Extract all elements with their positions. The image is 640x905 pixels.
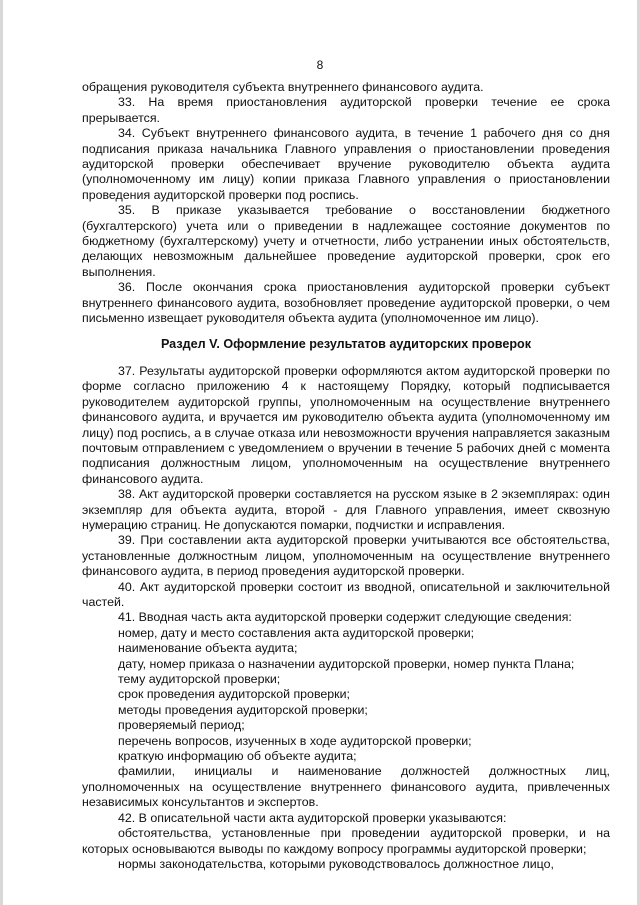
paragraph: наименование объекта аудита; bbox=[118, 641, 298, 656]
paragraph: срок проведения аудиторской проверки; bbox=[118, 687, 350, 702]
paragraph: перечень вопросов, изученных в ходе аудиторской проверки; bbox=[118, 733, 472, 748]
scan-edge-left bbox=[0, 0, 3, 905]
paragraph: номер, дату и место составления акта аудиторской проверки; bbox=[118, 625, 475, 640]
paragraphs-after-section bbox=[82, 364, 610, 872]
document-body bbox=[82, 80, 610, 872]
paragraphs-before-section bbox=[82, 80, 610, 327]
paragraph: фамилии, инициалы и наименование должностей должностных лиц, уполномоченных на осуществление внутреннего финансового аудита, привлеченных независимых консультантов и экспертов. bbox=[82, 764, 610, 810]
section-heading: Раздел V. Оформление результатов аудиторских проверок bbox=[160, 336, 532, 351]
paragraph: нормы законодательства, которыми руководствовалось должностное лицо, bbox=[118, 856, 554, 871]
paragraph: 38. Акт аудиторской проверки составляется на русском языке в 2 экземплярах: один экземпляр для объекта аудита, второй - для Главного управления, имеет сквозную нумерацию страниц. Не допускаются помарки, подчистки и исправления. bbox=[82, 487, 610, 532]
paragraph: обращения руководителя субъекта внутреннего финансового аудита. bbox=[82, 80, 484, 94]
paragraph: дату, номер приказа о назначении аудиторской проверки, номер пункта Плана; bbox=[118, 656, 575, 671]
paragraph: краткую информацию об объекте аудита; bbox=[118, 749, 357, 764]
paragraph: 36. После окончания срока приостановления аудиторской проверки субъект внутреннего финансового аудита, возобновляет проведение аудиторской проверки, о чем письменно извещает руководителя объекта аудита (уполномоченное им лицо). bbox=[82, 280, 610, 326]
paragraph: проверяемый период; bbox=[118, 718, 245, 733]
paragraph: 33. На время приостановления аудиторской проверки течение ее срока прерывается. bbox=[82, 95, 610, 125]
paragraph: 39. При составлении акта аудиторской проверки учитываются все обстоятельства, установленные должностным лицом, уполномоченным на осуществление внутреннего финансового аудита, в период проведения аудиторской проверки. bbox=[82, 533, 610, 579]
paragraph: 35. В приказе указывается требование о восстановлении бюджетного (бухгалтерского) учета или о приведении в надлежащее состояние документов по бюджетному (бухгалтерскому) учету и отчетности, либо устранении иных обстоятельств, делающих невозможным дальнейшее проведение аудиторской проверки, срок его выполнения. bbox=[82, 203, 610, 279]
paragraph: 40. Акт аудиторской проверки состоит из вводной, описательной и заключительной частей. bbox=[82, 579, 610, 609]
paragraph: обстоятельства, установленные при проведении аудиторской проверки, и на которых основываются выводы по каждому вопросу программы аудиторской проверки; bbox=[82, 826, 610, 856]
paragraph: 42. В описательной части акта аудиторской проверки указываются: bbox=[118, 810, 507, 825]
paragraph: 41. Вводная часть акта аудиторской проверки содержит следующие сведения: bbox=[118, 610, 572, 625]
page-number: 8 bbox=[316, 58, 324, 72]
paragraph: методы проведения аудиторской проверки; bbox=[118, 702, 368, 717]
paragraph: тему аудиторской проверки; bbox=[118, 672, 281, 687]
paragraph: 37. Результаты аудиторской проверки оформляются актом аудиторской проверки по форме согласно приложению 4 к настоящему Порядку, который подписывается руководителем аудиторской группы, уполномоченным на осуществление внутреннего финансового аудита, и вручается им руководителю объекта аудита (уполномоченному им лицу) под роспись, а в случае отказа или невозможности вручения направляется заказным почтовым отправлением с уведомлением о вручении в течение 5 рабочих дней с момента подписания должностным лицом, уполномоченным на осуществление внутреннего финансового аудита. bbox=[82, 363, 610, 486]
paragraph: 34. Субъект внутреннего финансового аудита, в течение 1 рабочего дня со дня подписания приказа начальника Главного управления о приостановлении проведения аудиторской проверки обеспечивает вручение руководителю объекта аудита (уполномоченному им лицу) копии приказа Главного управления о приостановлении проведения аудиторской проверки под роспись. bbox=[82, 126, 610, 202]
